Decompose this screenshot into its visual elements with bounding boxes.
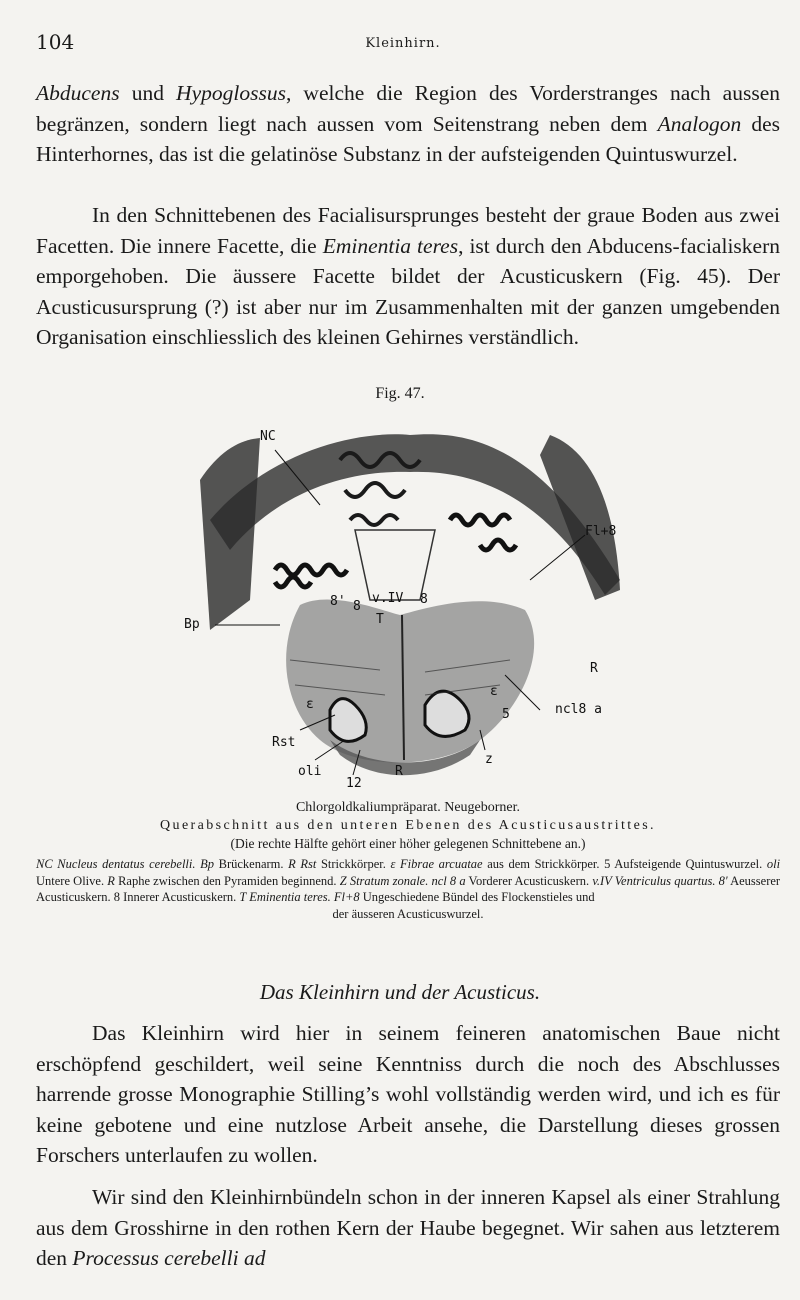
- legend-term: ε Fibrae arcuatae: [390, 857, 483, 871]
- fourth-ventricle: [355, 530, 435, 600]
- legend-term: v.IV Ventriculus quartus. 8': [592, 873, 728, 888]
- label-5: 5: [502, 707, 510, 722]
- label-8-left: 8: [353, 599, 361, 614]
- text-run: , welche die Region des Vorderstranges nach aussen begränzen, sondern liegt nach aussen vom Seitenstrang neben dem: [36, 81, 781, 136]
- page-number: 104: [36, 30, 75, 54]
- legend-term: T Eminentia teres. Fl+8: [239, 890, 360, 904]
- figure-illustration: [180, 410, 630, 790]
- legend-text: Ungeschiedene Bündel des Flockenstieles und: [362, 890, 595, 904]
- text-run: und: [119, 81, 177, 105]
- legend-text: Brückenarm.: [218, 857, 284, 871]
- label-flt8: Fl+8: [585, 524, 617, 539]
- running-head: Kleinhirn.: [365, 36, 441, 51]
- legend-term: R Rst: [288, 857, 317, 871]
- label-8-right: 8: [420, 592, 428, 607]
- legend-term: R: [107, 873, 115, 888]
- label-epsilon-left: ε: [306, 697, 314, 712]
- legend-text: Aeusserer Acusticuskern. 8 Innerer Acusticuskern.: [36, 873, 781, 904]
- legend-last-line: der äusseren Acusticuswurzel.: [332, 906, 484, 921]
- dentate-nucleus-right: [450, 515, 516, 550]
- paragraph-3: [36, 1018, 780, 1171]
- medulla-body: [286, 600, 534, 763]
- figure-title: Fig. 47.: [375, 385, 425, 402]
- italic-term: Hypoglossus: [176, 81, 286, 105]
- dentate-nucleus-left: [275, 565, 347, 587]
- text-run: Das Kleinhirn wird hier in seinem feineren anatomischen Baue nicht erschöpfend geschildert, weil seine Kenntniss durch die noch des Abschlusses harrende grosse Monographie Stilling’s wohl vollständig werden wird, und ich es für keine gebotene und eine nutzlose Arbeit ansehe, die Darstellung dieses grossen Forschers unterlaufen zu wollen.: [36, 1021, 780, 1167]
- legend-term: oli: [766, 857, 781, 871]
- label-12: 12: [346, 776, 362, 790]
- label-z: z: [485, 752, 493, 767]
- legend-term: Z Stratum zonale. ncl 8 a: [339, 873, 466, 888]
- text-run: des Hinterhornes, das ist die gelatinöse Substanz in der aufsteigenden Quintuswurzel.: [36, 111, 780, 166]
- label-r-right: R: [590, 661, 598, 676]
- legend-term: NC Nucleus dentatus cerebelli.: [36, 857, 196, 871]
- legend-text: aus dem Strickkörper. 5 Aufsteigende Quintuswurzel.: [487, 857, 763, 871]
- legend-text: Raphe zwischen den Pyramiden beginnend.: [118, 873, 337, 888]
- label-r-bottom: R: [395, 764, 403, 779]
- figure-legend: [36, 856, 780, 922]
- section-heading: Das Kleinhirn und der Acusticus.: [259, 980, 541, 1004]
- italic-term: Processus cerebelli ad: [72, 1246, 266, 1270]
- paragraph-4: [36, 1182, 780, 1274]
- caption-preparation: Chlorgoldkaliumpräparat. Neugeborner.: [295, 800, 521, 815]
- legend-text: Vorderer Acusticuskern.: [468, 873, 590, 888]
- brain-section-figure: [180, 410, 630, 790]
- italic-term: Abducens: [36, 81, 120, 105]
- label-ncl8a: ncl8 a: [555, 702, 602, 717]
- text-run: Wir sind den Kleinhirnbündeln schon in der inneren Kapsel als einer Strahlung aus dem Grosshirne in den rothen Kern der Haube begegnet. Wir sahen aus letzterem den: [36, 1185, 780, 1270]
- label-t: T: [376, 612, 384, 627]
- label-viv: v.IV: [372, 591, 404, 606]
- label-oli: oli: [298, 764, 322, 779]
- outer-band-left: [200, 438, 260, 630]
- label-rst: Rst: [272, 735, 296, 750]
- label-8-prime: 8': [330, 594, 346, 609]
- legend-text: Strickkörper.: [320, 857, 386, 871]
- page-header: [36, 30, 770, 60]
- paragraph-2: [36, 200, 780, 353]
- text-run: , ist durch den Abducens-facialiskern emporgehoben. Die äussere Facette bildet der Acusticuskern (Fig. 45). Der Acusticusursprung (?) ist aber nur im Zusammenhalten mit der ganzen umgebenden Organisation einschliesslich des kleinen Gehirnes verständlich.: [36, 233, 780, 349]
- caption-title: Querabschnitt aus den unteren Ebenen des Acusticusaustrittes.: [160, 818, 656, 833]
- legend-term: Bp: [200, 857, 214, 871]
- label-epsilon-right: ε: [490, 684, 498, 699]
- label-nc: NC: [260, 429, 276, 444]
- caption-note: (Die rechte Hälfte gehört einer höher gelegenen Schnittebene an.): [230, 836, 586, 851]
- italic-term: Analogon: [657, 111, 742, 136]
- text-run: In den Schnittebenen des Facialisursprunges besteht der graue Boden aus zwei Facetten. Die innere Facette, die: [36, 203, 780, 258]
- legend-text: Untere Olive.: [36, 873, 105, 888]
- paragraph-1: [36, 78, 780, 170]
- italic-term: Eminentia teres: [322, 233, 459, 258]
- label-bp: Bp: [184, 617, 200, 632]
